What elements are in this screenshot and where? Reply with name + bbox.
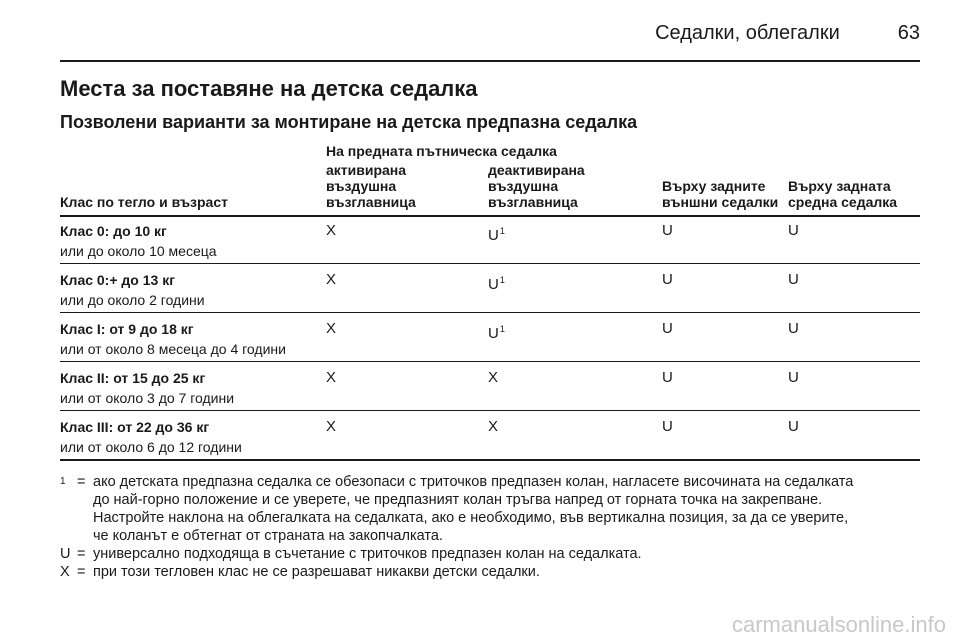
footnote-line: ако детската предпазна седалка се обезопаси с триточков предпазен колан, нагласете височината на седалката: [93, 474, 854, 490]
table-title: Позволени варианти за монтиране на детска предпазна седалка: [60, 112, 638, 132]
suitability-value: U: [488, 227, 499, 244]
table-bottom-rule: [60, 459, 920, 461]
footnote-equals: =: [77, 474, 86, 490]
footnote-text: [93, 563, 922, 581]
suitability-value: X: [326, 222, 337, 239]
weight-class-cell: [60, 221, 217, 261]
table-row: [60, 315, 920, 361]
footnote-line: Настройте наклона на облегалката на седалката, ако е необходимо, във вертикална позиция, за да се уверите,: [93, 510, 849, 526]
suitability-cell: [326, 319, 336, 339]
column-header-line: Клас по тегло и възраст: [60, 194, 228, 210]
suitability-cell: [788, 319, 799, 339]
age-range: или от около 3 до 7 години: [60, 390, 235, 406]
column-header-4: [788, 178, 897, 210]
suitability-value: U: [662, 418, 673, 435]
suitability-cell: [662, 270, 673, 290]
header-rule: [60, 60, 920, 62]
column-header-line: въздушна: [488, 178, 559, 194]
footnote-marker: [60, 473, 74, 495]
footnote-marker: U: [60, 546, 71, 562]
column-header-line: деактивирана: [488, 162, 585, 178]
weight-class-cell: [60, 270, 205, 310]
table-row: [60, 364, 920, 410]
footnote-line: че коланът е обтегнат от страната на закопчалката.: [93, 528, 443, 544]
weight-class: Клас III: от 22 до 36 кг: [60, 419, 210, 435]
weight-class-cell: [60, 368, 234, 408]
table-row: [60, 413, 920, 459]
column-header-1: [326, 162, 416, 210]
footnote-marker: X: [60, 564, 70, 580]
column-header-line: средна седалка: [788, 194, 898, 210]
footnote-reference: 1: [499, 275, 505, 285]
suitability-value: U: [662, 271, 673, 288]
age-range: или до около 10 месеца: [60, 243, 217, 259]
row-rule: [60, 361, 920, 362]
table-row: [60, 266, 920, 312]
weight-class: Клас II: от 15 до 25 кг: [60, 370, 206, 386]
suitability-value: X: [326, 418, 337, 435]
suitability-value: U: [788, 418, 799, 435]
suitability-cell: [662, 319, 673, 339]
row-rule: [60, 263, 920, 264]
column-header-3: [662, 178, 778, 210]
column-header-line: Върху задните: [662, 178, 766, 194]
suitability-cell: [788, 368, 799, 388]
column-header-0: [60, 194, 228, 210]
footnote-equals: =: [77, 546, 86, 562]
suitability-cell: [788, 417, 799, 437]
suitability-cell: [326, 221, 336, 241]
suitability-cell: [488, 319, 505, 344]
suitability-cell: [326, 368, 336, 388]
column-header-2: [488, 162, 585, 210]
suitability-value: X: [488, 369, 499, 386]
suitability-cell: [488, 270, 505, 295]
suitability-value: U: [788, 369, 799, 386]
table-group-header: На предната пътническа седалка: [326, 143, 557, 159]
suitability-cell: [662, 417, 673, 437]
suitability-cell: [326, 270, 336, 290]
footnote-line: универсално подходяща в съчетание с триточков предпазен колан на седалката.: [93, 546, 642, 562]
row-rule: [60, 312, 920, 313]
suitability-value: U: [488, 276, 499, 293]
suitability-cell: [326, 417, 336, 437]
age-range: или до около 2 години: [60, 292, 205, 308]
footnote-line: при този тегловен клас не се разрешават никакви детски седалки.: [93, 564, 540, 580]
suitability-cell: [788, 270, 799, 290]
footnote: [60, 563, 922, 581]
footnote: [60, 473, 922, 545]
footnote-equals: =: [77, 564, 86, 580]
suitability-value: U: [788, 271, 799, 288]
suitability-cell: [488, 368, 498, 388]
suitability-value: U: [662, 320, 673, 337]
column-header-line: активирана: [326, 162, 407, 178]
suitability-value: X: [326, 271, 337, 288]
suitability-value: U: [662, 222, 673, 239]
table-row: [60, 217, 920, 263]
footnote: [60, 545, 922, 563]
suitability-value: X: [326, 320, 337, 337]
suitability-cell: [662, 221, 673, 241]
weight-class-cell: [60, 417, 242, 457]
suitability-value: U: [662, 369, 673, 386]
suitability-value: X: [488, 418, 499, 435]
column-header-line: Върху задната: [788, 178, 891, 194]
footnote-reference: 1: [499, 226, 505, 236]
suitability-value: U: [788, 222, 799, 239]
page-number: 63: [897, 21, 920, 44]
weight-class: Клас 0: до 10 кг: [60, 223, 167, 239]
suitability-cell: [788, 221, 799, 241]
column-header-line: възглавница: [488, 194, 578, 210]
footnote-text: [93, 473, 922, 545]
weight-class-cell: [60, 319, 286, 359]
suitability-cell: [488, 417, 498, 437]
row-rule: [60, 410, 920, 411]
weight-class: Клас 0:+ до 13 кг: [60, 272, 176, 288]
column-header-line: външни седалки: [662, 194, 779, 210]
age-range: или от около 6 до 12 години: [60, 439, 242, 455]
footnote-text: [93, 545, 922, 563]
suitability-cell: [488, 221, 505, 246]
weight-class: Клас I: от 9 до 18 кг: [60, 321, 194, 337]
section-title: Места за поставяне на детска седалка: [60, 76, 478, 101]
footnote-line: до най-горно положение и се уверете, че предпазният колан тръгва напред от горната точка на закрепване.: [93, 492, 823, 508]
age-range: или от около 8 месеца до 4 години: [60, 341, 286, 357]
column-header-line: възглавница: [326, 194, 416, 210]
watermark: carmanualsonline.info: [731, 612, 946, 637]
footnote-reference: 1: [499, 324, 505, 334]
suitability-cell: [662, 368, 673, 388]
column-header-line: въздушна: [326, 178, 397, 194]
footnote-marker-sup: 1: [60, 476, 66, 487]
suitability-value: U: [788, 320, 799, 337]
running-header: [60, 20, 920, 46]
suitability-value: U: [488, 325, 499, 342]
chapter-title: Седалки, облегалки: [655, 21, 840, 44]
suitability-value: X: [326, 369, 337, 386]
